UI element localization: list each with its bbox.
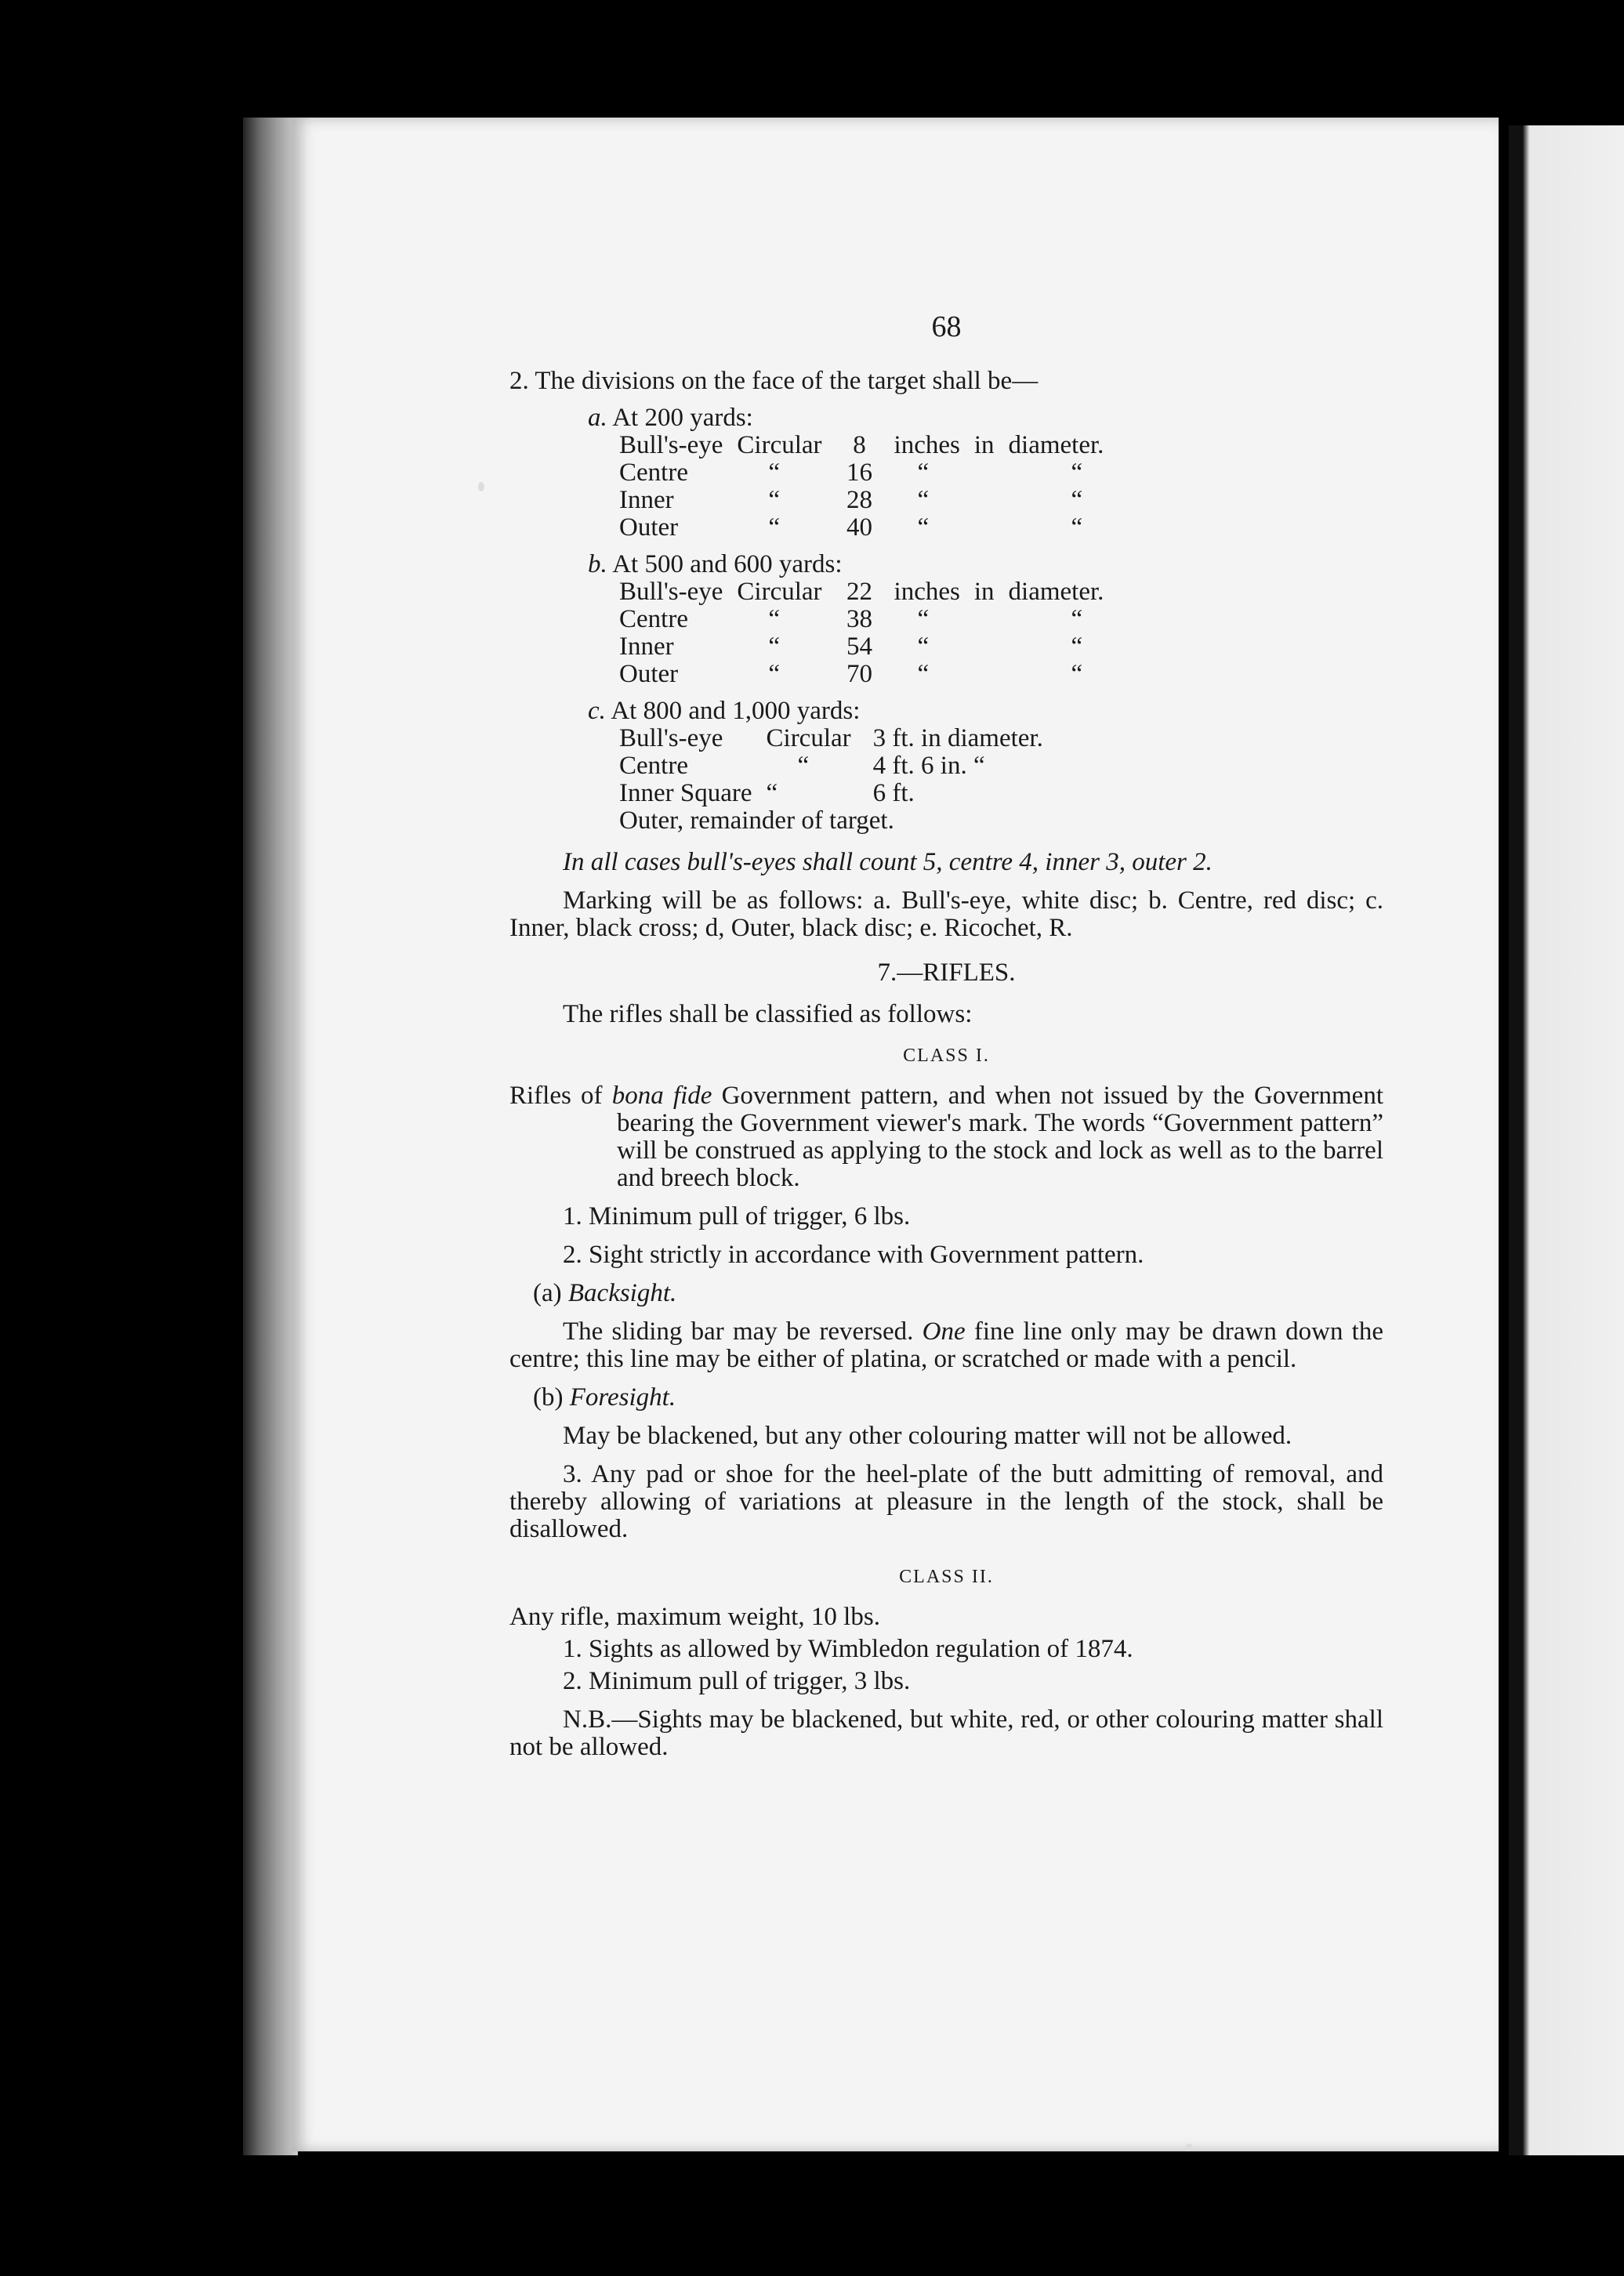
- book-gutter: [243, 118, 298, 2155]
- class-1-item-1: 1. Minimum pull of trigger, 6 lbs.: [563, 1202, 911, 1230]
- range-b-table: [619, 578, 1118, 688]
- range-c-table: [619, 725, 1057, 835]
- divisions-intro: 2. The divisions on the face of the target shall be—: [509, 367, 1039, 395]
- range-a-table: [619, 432, 1118, 542]
- ink-speck: [478, 482, 484, 491]
- backsight-heading: (a) Backsight.: [533, 1279, 677, 1307]
- table-row: Outer “ 40 “ “: [619, 513, 1083, 542]
- class-2-item-2: 2. Minimum pull of trigger, 3 lbs.: [563, 1667, 911, 1695]
- range-a: [509, 404, 1383, 542]
- table-row: Outer, remainder of target.: [619, 806, 894, 835]
- table-row: Inner “ 54 “ “: [619, 632, 1083, 661]
- table-row: Bull's-eye Circular 8 inches in diameter.: [619, 431, 1104, 459]
- foresight-heading: (b) Foresight.: [533, 1383, 676, 1412]
- table-row: Centre “ 4 ft. 6 in. “: [619, 752, 985, 780]
- table-row: Bull's-eye Circular 3 ft. in diameter.: [619, 724, 1043, 752]
- class-1-rifles-paragraph: Rifles of bona fide Government pattern, and when not issued by the Government bearing the Government viewer's mark. The words “Government pattern” will be construed as applying to the stock and lock as well as to the barrel and breech block.: [509, 1082, 1383, 1192]
- table-row: Outer “ 70 “ “: [619, 660, 1083, 688]
- range-b: [509, 551, 1383, 688]
- class-2-note: N.B.—Sights may be blackened, but white, red, or other colouring matter shall not be allowed.: [509, 1705, 1383, 1761]
- classification-intro: The rifles shall be classified as follows:: [563, 1000, 973, 1028]
- scoring-rule: In all cases bull's-eyes shall count 5, centre 4, inner 3, outer 2.: [563, 848, 1213, 876]
- table-row: Inner Square “ 6 ft.: [619, 779, 915, 807]
- class-1-item-3: 3. Any pad or shoe for the heel-plate of the butt admitting of removal, and thereby allowing of variations at pleasure in the length of the stock, shall be disallowed.: [509, 1460, 1383, 1543]
- class-2-intro: Any rifle, maximum weight, 10 lbs.: [509, 1603, 880, 1631]
- class-2-title: CLASS II.: [899, 1567, 994, 1587]
- range-b-heading: b. At 500 and 600 yards:: [588, 550, 843, 578]
- class-1-title: CLASS I.: [903, 1046, 990, 1066]
- class-1-item-2: 2. Sight strictly in accordance with Government pattern.: [563, 1241, 1144, 1269]
- table-row: Centre “ 38 “ “: [619, 605, 1083, 633]
- section-title: 7.—RIFLES.: [877, 959, 1016, 987]
- table-row: Bull's-eye Circular 22 inches in diameter.: [619, 578, 1104, 606]
- page-number: 68: [931, 310, 962, 343]
- facing-page-edge: [1509, 125, 1624, 2155]
- range-c-heading: c. At 800 and 1,000 yards:: [588, 697, 861, 725]
- foresight-paragraph: May be blackened, but any other colouring matter will not be allowed.: [563, 1422, 1292, 1450]
- table-row: Inner “ 28 “ “: [619, 486, 1083, 514]
- range-c: [509, 698, 1383, 835]
- marking-paragraph: Marking will be as follows: a. Bull's-eye, white disc; b. Centre, red disc; c. Inner, black cross; d, Outer, black disc; e. Ricochet, R.: [509, 886, 1383, 942]
- table-row: Centre “ 16 “ “: [619, 458, 1083, 487]
- class-2-item-1: 1. Sights as allowed by Wimbledon regulation of 1874.: [563, 1635, 1133, 1663]
- ink-speck: [1185, 2144, 1193, 2151]
- page-content: [509, 310, 1383, 1761]
- backsight-paragraph: The sliding bar may be reversed. One fine line only may be drawn down the centre; this line may be either of platina, or scratched or made with a pencil.: [509, 1317, 1383, 1373]
- range-a-heading: a. At 200 yards:: [588, 404, 753, 432]
